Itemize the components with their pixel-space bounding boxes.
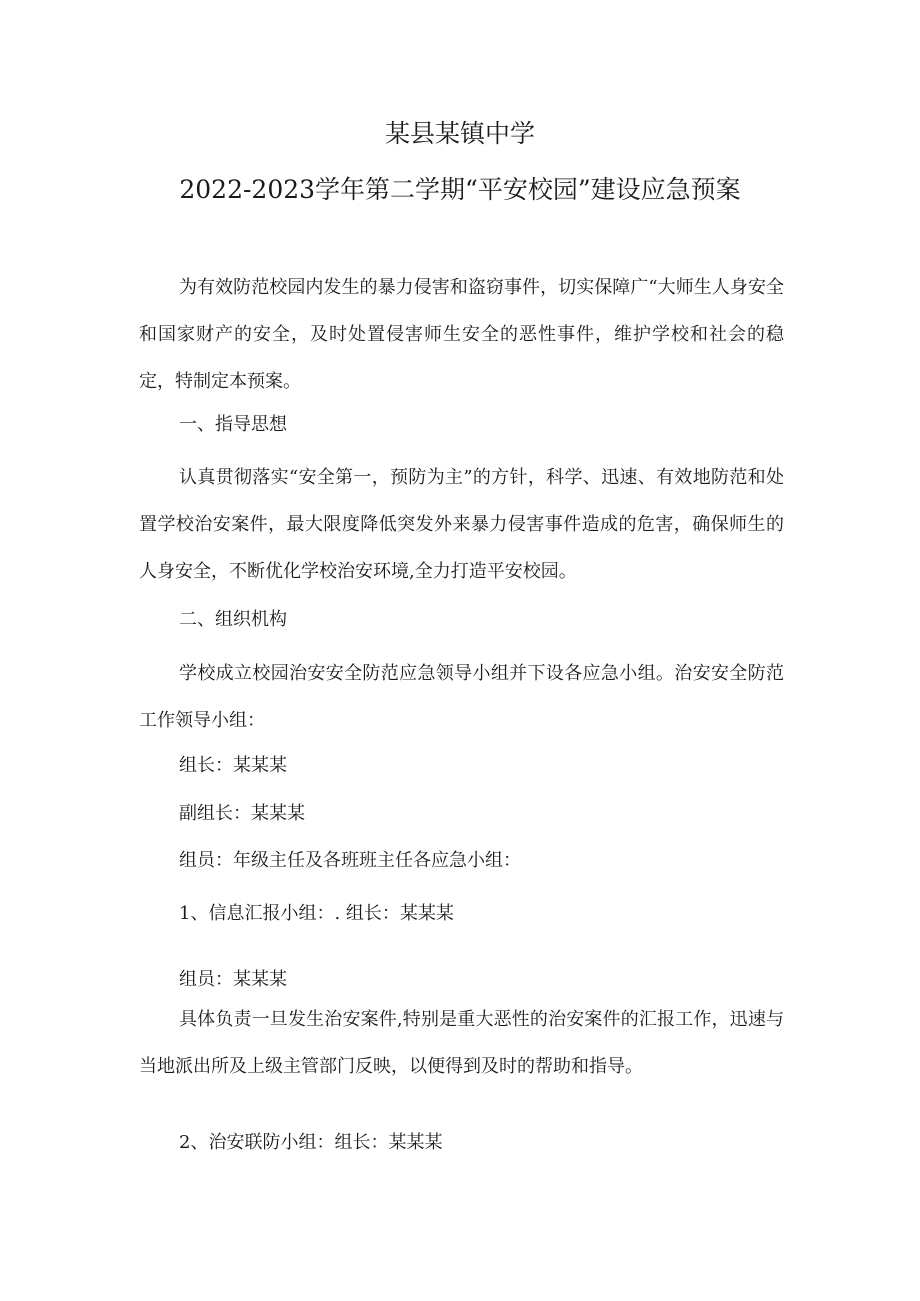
section1-heading: 一、指导思想	[179, 414, 287, 435]
group1-members: 组员：某某某	[179, 969, 287, 990]
section2-heading: 二、组织机构	[179, 609, 287, 630]
leader-line: 组长：某某某	[179, 755, 287, 776]
section2-paragraph: 学校成立校园治安安全防范应急领导小组并下设各应急小组。治安安全防范工作领导小组：	[139, 663, 784, 731]
members-line: 组员：年级主任及各班班主任各应急小组：	[179, 850, 521, 871]
group1-heading: 1、信息汇报小组：. 组长：某某某	[179, 903, 454, 924]
intro-paragraph: 为有效防范校园内发生的暴力侵害和盗窃事件，切实保障广“大师生人身安全和国家财产的安全，及时处置侵害师生安全的恶性事件，维护学校和社会的稳定，特制定本预案。	[139, 277, 784, 392]
deputy-leader-line: 副组长：某某某	[179, 803, 305, 824]
document-title-plan: 2022-2023学年第二学期“平安校园”建设应急预案	[179, 175, 741, 204]
group2-heading: 2、治安联防小组：组长：某某某	[179, 1132, 443, 1153]
section1-paragraph: 认真贯彻落实“安全第一，预防为主”的方针，科学、迅速、有效地防范和处置学校治安案件，最大限度降低突发外来暴力侵害事件造成的危害，确保师生的人身安全，不断优化学校治安环境,全力打造平安校园。	[139, 467, 784, 582]
group1-paragraph: 具体负责一旦发生治安案件,特别是重大恶性的治安案件的汇报工作，迅速与当地派出所及上级主管部门反映，以便得到及时的帮助和指导。	[139, 1009, 784, 1077]
document-title-school: 某县某镇中学	[384, 119, 535, 148]
